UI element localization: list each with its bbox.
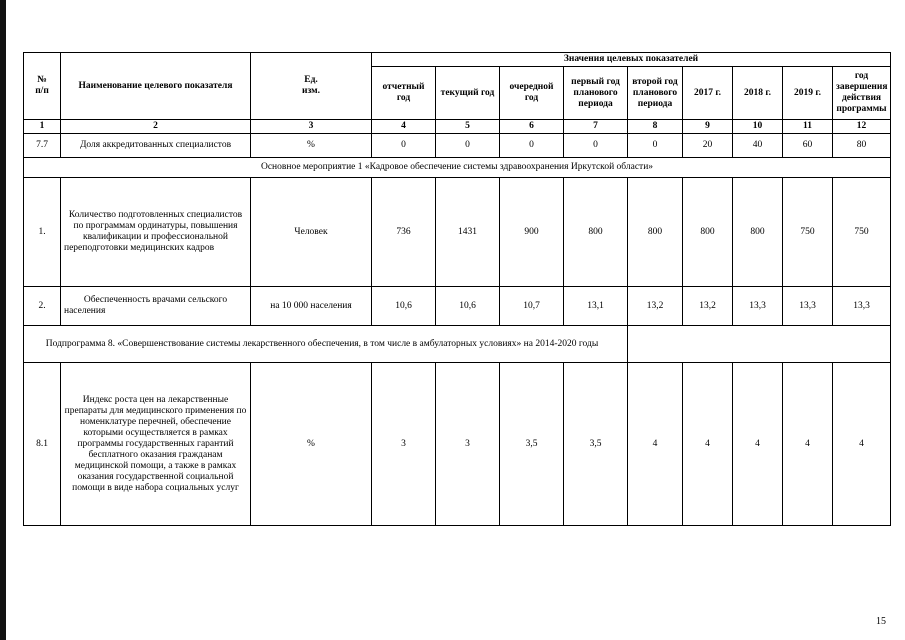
header-name: Наименование целевого показателя [61, 53, 251, 120]
table-row [24, 178, 891, 287]
section-row [24, 326, 891, 363]
indicator-value: 60 [783, 134, 833, 158]
target-indicators-table [23, 52, 891, 526]
indicator-value: 3 [372, 363, 436, 526]
indicator-value: 800 [733, 178, 783, 287]
indicator-name: Обеспеченность врачами сельского населения [61, 287, 251, 326]
table-row [24, 363, 891, 526]
header-period: очередной год [500, 67, 564, 120]
indicator-value: 800 [628, 178, 683, 287]
indicator-value: 13,3 [733, 287, 783, 326]
row-number: 8.1 [24, 363, 61, 526]
indicator-value: 20 [683, 134, 733, 158]
header-period: 2019 г. [783, 67, 833, 120]
indicator-value: 3,5 [564, 363, 628, 526]
indicator-value: 80 [833, 134, 891, 158]
col-number: 12 [833, 120, 891, 134]
col-number: 11 [783, 120, 833, 134]
indicator-value: 800 [683, 178, 733, 287]
col-number: 1 [24, 120, 61, 134]
indicator-value: 0 [436, 134, 500, 158]
row-number: 1. [24, 178, 61, 287]
header-values-title: Значения целевых показателей [372, 53, 891, 67]
header-period: первый год планового периода [564, 67, 628, 120]
row-number: 7.7 [24, 134, 61, 158]
col-number: 7 [564, 120, 628, 134]
indicator-value: 0 [500, 134, 564, 158]
indicator-unit: на 10 000 населения [251, 287, 372, 326]
header-period: второй год планового периода [628, 67, 683, 120]
indicator-value: 0 [628, 134, 683, 158]
indicator-value: 4 [833, 363, 891, 526]
indicator-value: 13,1 [564, 287, 628, 326]
header-period: отчетный год [372, 67, 436, 120]
header-period: 2018 г. [733, 67, 783, 120]
indicator-value: 3 [436, 363, 500, 526]
col-number: 5 [436, 120, 500, 134]
indicator-value: 800 [564, 178, 628, 287]
indicator-value: 40 [733, 134, 783, 158]
indicator-value: 0 [372, 134, 436, 158]
indicator-value: 4 [628, 363, 683, 526]
indicator-value: 1431 [436, 178, 500, 287]
indicator-value: 13,2 [628, 287, 683, 326]
scan-edge-bar [0, 0, 6, 640]
indicator-value: 13,3 [833, 287, 891, 326]
indicator-value: 750 [833, 178, 891, 287]
col-number: 6 [500, 120, 564, 134]
page-number: 15 [876, 616, 886, 627]
section-title: Подпрограмма 8. «Совершенствование системы лекарственного обеспечения, в том числе в амбулаторных условиях» на 2014-2020 годы [24, 326, 628, 363]
indicator-value: 3,5 [500, 363, 564, 526]
indicator-name: Количество подготовленных специалистов по программам ординатуры, повышения квалификации и профессиональной переподготовки медицинских кадров [61, 178, 251, 287]
row-number: 2. [24, 287, 61, 326]
indicator-value: 13,2 [683, 287, 733, 326]
col-number: 8 [628, 120, 683, 134]
indicator-name: Индекс роста цен на лекарственные препараты для медицинского применения по номенклатуре перечней, обеспечение которыми осуществляется в рамках программы государственных гарантий бесплатного оказания гражданам медицинской помощи, а также в рамках оказания государственной социальной помощи в виде набора социальных услуг [61, 363, 251, 526]
indicator-name: Доля аккредитованных специалистов [61, 134, 251, 158]
header-row-1 [24, 53, 891, 67]
indicator-value: 10,6 [372, 287, 436, 326]
col-number: 2 [61, 120, 251, 134]
col-number: 9 [683, 120, 733, 134]
indicator-value: 4 [683, 363, 733, 526]
section-filler [628, 326, 891, 363]
indicator-value: 4 [783, 363, 833, 526]
indicator-value: 0 [564, 134, 628, 158]
table-row [24, 287, 891, 326]
column-numbers-row [24, 120, 891, 134]
indicator-value: 900 [500, 178, 564, 287]
header-period: 2017 г. [683, 67, 733, 120]
header-period: текущий год [436, 67, 500, 120]
section-row [24, 158, 891, 178]
indicator-value: 750 [783, 178, 833, 287]
indicator-value: 10,6 [436, 287, 500, 326]
indicator-unit: % [251, 134, 372, 158]
section-title: Основное мероприятие 1 «Кадровое обеспечение системы здравоохранения Иркутской области» [24, 158, 891, 178]
col-number: 3 [251, 120, 372, 134]
indicator-unit: % [251, 363, 372, 526]
header-no: № п/п [24, 53, 61, 120]
header-unit: Ед. изм. [251, 53, 372, 120]
col-number: 10 [733, 120, 783, 134]
indicator-unit: Человек [251, 178, 372, 287]
col-number: 4 [372, 120, 436, 134]
indicator-value: 736 [372, 178, 436, 287]
indicator-value: 10,7 [500, 287, 564, 326]
header-period: год завершения действия программы [833, 67, 891, 120]
indicator-value: 13,3 [783, 287, 833, 326]
indicator-value: 4 [733, 363, 783, 526]
table-row [24, 134, 891, 158]
